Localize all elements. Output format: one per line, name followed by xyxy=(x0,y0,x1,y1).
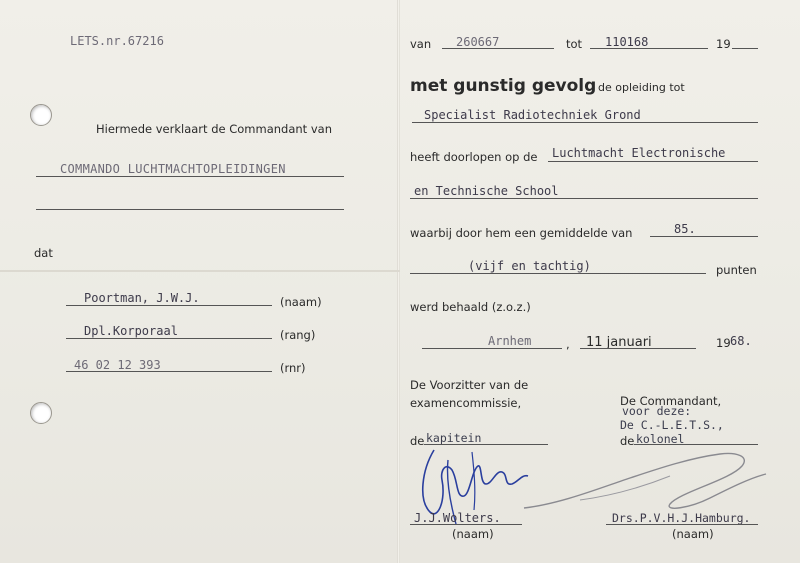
rank-label: (rang) xyxy=(280,328,316,342)
rank-value: Dpl.Korporaal xyxy=(84,324,178,338)
tot-line xyxy=(590,48,708,49)
van-label: van xyxy=(410,37,432,51)
headline: met gunstig gevolg xyxy=(410,76,597,96)
kolonel-stamp: kolonel xyxy=(636,432,685,446)
school-line-2: en Technische School xyxy=(414,184,559,198)
van-value: 260667 xyxy=(456,35,500,49)
year-line xyxy=(732,48,758,49)
name-label: (naam) xyxy=(280,295,322,309)
rnr-label: (rnr) xyxy=(280,361,306,375)
place-line xyxy=(422,348,562,349)
de-label-left: de xyxy=(410,434,425,448)
score-line xyxy=(650,236,758,237)
naam-label-right: (naam) xyxy=(672,527,714,541)
voorzitter-line-2: examencommissie, xyxy=(410,396,522,410)
punch-hole-top xyxy=(30,104,52,126)
doorlopen-label: heeft doorlopen op de xyxy=(410,150,538,164)
course-value: Specialist Radiotechniek Grond xyxy=(424,108,641,122)
rnr-value: 46 02 12 393 xyxy=(74,358,161,372)
place-comma: , xyxy=(566,337,570,351)
course-line xyxy=(412,122,758,123)
organisation-line xyxy=(36,176,344,177)
horizontal-crease xyxy=(0,270,400,272)
signer-left: J.J.Wolters. xyxy=(414,511,501,525)
kolonel-line xyxy=(634,444,758,445)
voorzitter-line-1: De Voorzitter van de xyxy=(410,378,529,392)
organisation-value: COMMANDO LUCHTMACHTOPLEIDINGEN xyxy=(60,162,286,176)
punten-label: punten xyxy=(716,263,757,277)
score-words-line xyxy=(410,273,706,274)
signer-right-line xyxy=(606,524,758,525)
name-line xyxy=(66,305,272,306)
rank-line xyxy=(66,338,272,339)
de-label-right: de xyxy=(620,434,635,448)
commandant-title: De Commandant, xyxy=(620,394,722,408)
organisation-line-2 xyxy=(36,209,344,210)
tot-value: 110168 xyxy=(605,35,649,49)
signer-left-line xyxy=(410,524,522,525)
date-line xyxy=(580,348,696,349)
reference-number: LETS.nr.67216 xyxy=(70,34,164,48)
year-prefix: 19 xyxy=(716,336,731,350)
behaald-label: werd behaald (z.o.z.) xyxy=(410,300,531,314)
year-value: 68. xyxy=(730,334,752,348)
dat-label: dat xyxy=(34,246,53,260)
center-fold xyxy=(397,0,400,563)
school-line-1-rule xyxy=(548,161,758,162)
rnr-line xyxy=(66,371,272,372)
gemiddelde-label: waarbij door hem een gemiddelde van xyxy=(410,226,633,240)
place-value: Arnhem xyxy=(488,334,532,348)
voor-deze-stamp: voor deze: xyxy=(622,404,692,418)
school-line-2-rule xyxy=(410,198,758,199)
naam-label-left: (naam) xyxy=(452,527,494,541)
intro-text: Hiermede verklaart de Commandant van xyxy=(96,122,332,136)
name-value: Poortman, J.W.J. xyxy=(84,291,200,305)
van-line xyxy=(442,48,554,49)
punch-hole-bottom xyxy=(30,402,52,424)
year-suffix: 19 xyxy=(716,37,731,51)
date-value: 11 januari xyxy=(586,335,652,350)
tot-label: tot xyxy=(566,37,583,51)
signature-hamburg xyxy=(520,448,770,518)
lets-abbrev-stamp: De C.-L.E.T.S., xyxy=(620,418,724,432)
headline-tail: de opleiding tot xyxy=(598,81,685,94)
score-words: (vijf en tachtig) xyxy=(468,259,591,273)
score-value: 85. xyxy=(674,222,696,236)
kapitein-stamp: kapitein xyxy=(426,431,482,445)
signer-right: Drs.P.V.H.J.Hamburg. xyxy=(612,511,751,525)
school-line-1: Luchtmacht Electronische xyxy=(552,146,726,160)
